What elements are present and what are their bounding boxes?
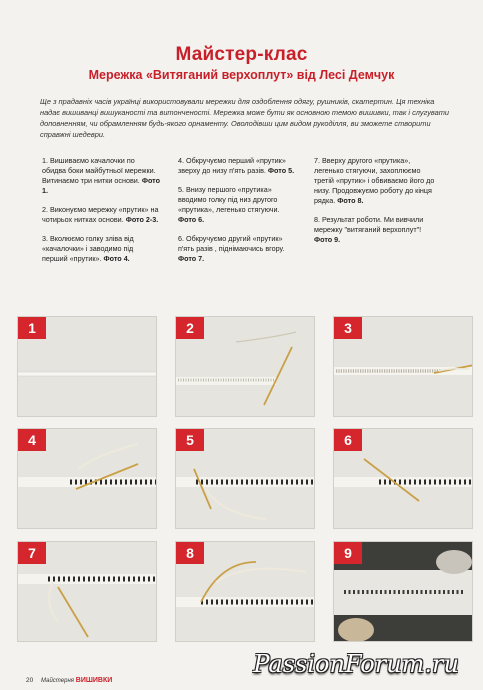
step-photo-ref: Фото 5.	[267, 166, 295, 175]
step-photo-ref: Фото 8.	[337, 196, 364, 205]
photo-number-badge: 9	[334, 542, 362, 564]
photo-3	[333, 316, 473, 417]
magazine-name: ВИШИВКИ	[75, 677, 113, 684]
step-3: 3. Вколюємо голку зліва від «качалочки» і заводимо під перший «прутик». Фото 4.	[42, 234, 134, 263]
step-1: 1. Вишиваємо качалочки по обидва боки майбутньої мережки. Витинаємо три нитки основи. Фото 1.	[42, 156, 160, 195]
page-title: Майстер-клас	[175, 44, 308, 65]
step-photo-ref: Фото 7.	[178, 254, 205, 263]
magazine-name-small: Майстерня	[41, 678, 74, 684]
step-photo-ref: Фото 6.	[178, 215, 205, 224]
photo-1	[17, 316, 157, 417]
photo-2	[175, 316, 315, 417]
photo-number-badge: 6	[334, 429, 362, 451]
step-5: 5. Внизу першого «прутика» вводимо голку під низ другого «прутика», легенько стягуючи. Фото 6.	[178, 185, 280, 224]
photo-6	[333, 428, 473, 529]
photo-9	[333, 541, 473, 642]
photo-number-badge: 7	[18, 542, 46, 564]
step-photo-ref: Фото 2-3.	[125, 215, 159, 224]
step-4: 4. Обкручуємо перший «прутик» зверху до низу п'ять разів. Фото 5.	[178, 156, 295, 175]
steps-column-3	[314, 156, 440, 254]
steps-column-1	[42, 156, 160, 273]
photo-number-badge: 2	[176, 317, 204, 339]
photo-number-badge: 5	[176, 429, 204, 451]
step-2: 2. Виконуємо мережку «прутик» на чотирьох нитках основи. Фото 2-3.	[42, 205, 159, 224]
intro-paragraph: Ще з прадавніх часів українці використовували мережки для оздоблення одягу, рушників, скатертин. Ця техніка надає вишиванці вишуканості та витонченості. Мережка може бути як основною темою вишивки, так і слугувати доповненням, чи обрамленням будь-якого орнаменту. Оволодівши цим видом рукоділля, ви зможете створити справжні шедеври.	[40, 97, 449, 139]
step-7: 7. Вверху другого «прутика», легенько стягуючи, захоплюємо третій «прутик» і обвиваємо його до низу. Продовжуємо роботу до кінця рядка. Фото 8.	[314, 156, 435, 205]
watermark: PassionForum.ru	[253, 650, 459, 678]
step-photo-ref: Фото 9.	[314, 235, 341, 244]
photo-5	[175, 428, 315, 529]
step-photo-ref: Фото 1.	[42, 176, 160, 195]
photo-number-badge: 3	[334, 317, 362, 339]
photo-number-badge: 8	[176, 542, 204, 564]
photo-number-badge: 1	[18, 317, 46, 339]
photo-8	[175, 541, 315, 642]
step-6: 6. Обкручуємо другий «прутик» п'ять разів , піднімаючись вгору. Фото 7.	[178, 234, 285, 263]
page-number: 20	[26, 677, 34, 684]
photo-number-badge: 4	[18, 429, 46, 451]
page-subtitle: Мережка «Витяганий верхоплут» від Лесі Демчук	[88, 68, 395, 82]
step-8: 8. Результат роботи. Ми вивчили мережку "витяганий верхоплут"! Фото 9.	[314, 215, 424, 244]
photo-7	[17, 541, 157, 642]
steps-column-2	[178, 156, 296, 273]
photo-4	[17, 428, 157, 529]
page-footer	[26, 677, 112, 684]
step-photo-ref: Фото 4.	[103, 254, 130, 263]
